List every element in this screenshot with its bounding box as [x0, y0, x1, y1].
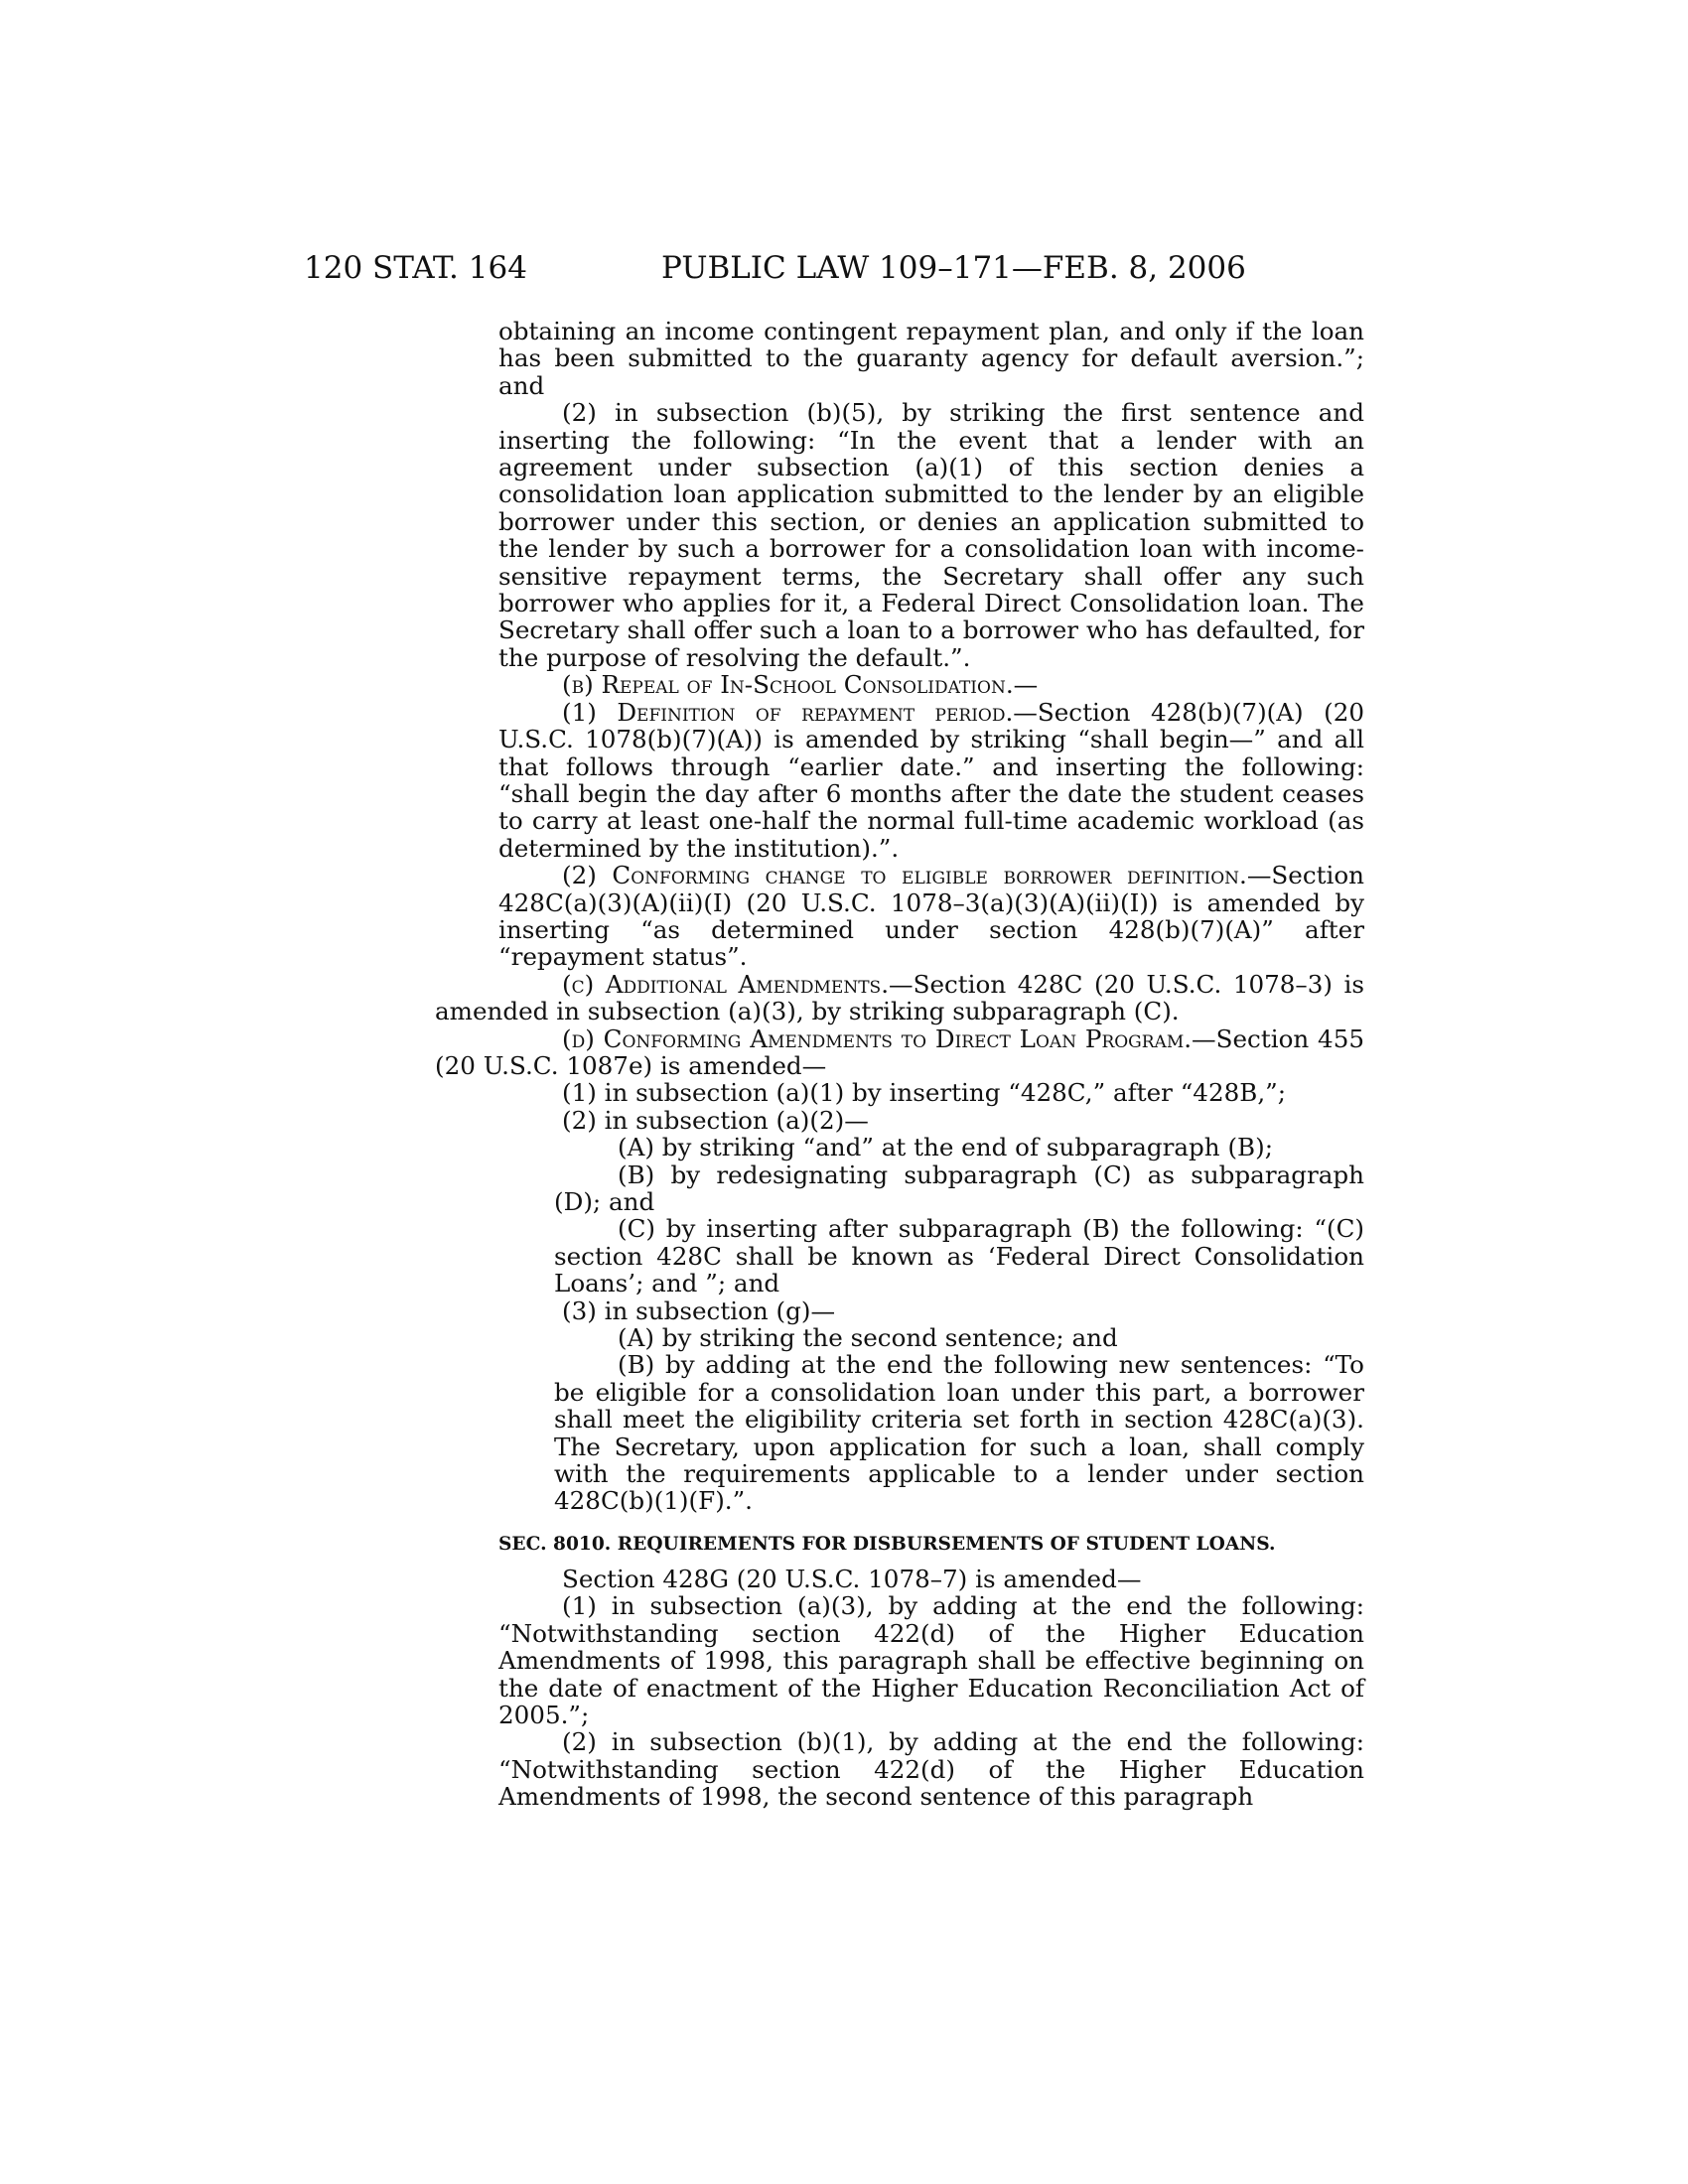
paragraph	[435, 971, 1364, 1025]
paragraph	[498, 1728, 1364, 1810]
paragraph	[498, 1297, 1364, 1324]
section-8009-text	[435, 317, 1364, 1516]
paragraph	[435, 671, 1364, 698]
paragraph-text: (B) by adding at the end the following new sentences: “To be eligible for a consolidation loan under this part, a borrower shall meet the eligibility criteria set forth in section 428C(a)(3). The Secretary, upon application for such a loan, shall comply with the requirements applicable to a lender under section 428C(b)(1)(F).”.	[554, 1350, 1364, 1516]
running-header: PUBLIC LAW 109–171—FEB. 8, 2006	[661, 250, 1246, 286]
paragraph-text: (A) by striking “and” at the end of subparagraph (B);	[618, 1133, 1274, 1162]
paragraph-text: (2) in subsection (b)(1), by adding at the end the following: “Notwithstanding section 422(d) of the Higher Education Amendments of 1998, the second sentence of this paragraph	[498, 1727, 1364, 1812]
paragraph	[498, 1324, 1364, 1351]
paragraph	[435, 1025, 1364, 1080]
paragraph-text: (C) by inserting after subparagraph (B) the following: “(C) section 428C shall be known as ‘Federal Direct Consolidation Loans’; and ”; and	[554, 1214, 1364, 1298]
paragraph-text: Section 428C (20 U.S.C. 1078–3) is amended in subsection (a)(3), by striking subparagraph (C).	[435, 969, 1364, 1026]
paragraph	[498, 318, 1364, 399]
paragraph	[498, 1107, 1364, 1134]
paragraph-text: (1) in subsection (a)(1) by inserting “428C,” after “428B,”;	[562, 1078, 1286, 1108]
paragraph	[498, 1351, 1364, 1514]
section-heading: SEC. 8010. REQUIREMENTS FOR DISBURSEMENTS OF STUDENT LOANS.	[498, 1533, 1276, 1555]
paragraph-heading: (d) Conforming Amendments to Direct Loan Program.—	[562, 1024, 1216, 1053]
section-8010-text	[498, 1566, 1364, 1811]
paragraph	[498, 1134, 1364, 1160]
paragraph-text: (B) by redesignating subparagraph (C) as subparagraph (D); and	[554, 1160, 1364, 1216]
paragraph	[498, 1161, 1364, 1216]
paragraph-text: (1) in subsection (a)(3), by adding at the end the following: “Notwithstanding section 422(d) of the Higher Education Amendments of 1998, this paragraph shall be effective beginning on the date of enactment of the Higher Education Reconciliation Act of 2005.”;	[498, 1591, 1364, 1729]
paragraph-text: obtaining an income contingent repayment plan, and only if the loan has been submitted to the guaranty agency for default aversion.”; and	[498, 317, 1364, 400]
paragraph-text: (2) in subsection (b)(5), by striking the first sentence and inserting the following: “In the event that a lender with an agreement under subsection (a)(1) of this section denies a consolidation loan application submitted to the lender by an eligible borrower under this section, or denies an application submitted to the lender by such a borrower for a consolidation loan with income-sensitive repayment terms, the Secretary shall offer any such borrower who applies for it, a Federal Direct Consolidation loan. The Secretary shall offer such a loan to a borrower who has defaulted, for the purpose of resolving the default.”.	[498, 398, 1364, 672]
paragraph-text: (3) in subsection (g)—	[562, 1296, 836, 1325]
paragraph	[498, 699, 1364, 862]
paragraph	[498, 1592, 1364, 1728]
paragraph	[498, 1215, 1364, 1297]
paragraph	[498, 399, 1364, 671]
paragraph-heading: (2) Conforming change to eligible borrower definition.—	[562, 861, 1272, 890]
document-body	[435, 317, 1364, 1812]
paragraph-text: Section 455 (20 U.S.C. 1087e) is amended—	[435, 1024, 1364, 1080]
paragraph-heading: (c) Additional Amendments.—	[562, 969, 914, 999]
paragraph-text: Section 428(b)(7)(A) (20 U.S.C. 1078(b)(7)(A)) is amended by striking “shall begin—” and all that follows through “earlier date.” and inserting the following: “shall begin the day after 6 months after the date the student ceases to carry at least one-half the normal full-time academic workload (as determined by the institution).”.	[498, 697, 1364, 863]
paragraph-text: (A) by striking the second sentence; and	[618, 1323, 1118, 1353]
paragraph	[498, 862, 1364, 971]
paragraph-text: Section 428C(a)(3)(A)(ii)(I) (20 U.S.C. 1078–3(a)(3)(A)(ii)(I)) is amended by inserting “as determined under section 428(b)(7)(A)” after “repayment status”.	[498, 861, 1364, 972]
paragraph	[498, 1079, 1364, 1106]
paragraph-heading: (1) Definition of repayment period.—	[562, 697, 1038, 727]
page-stat-number: 120 STAT. 164	[304, 250, 527, 286]
paragraph-text: Section 428G (20 U.S.C. 1078–7) is amended—	[562, 1564, 1142, 1593]
paragraph-text: (2) in subsection (a)(2)—	[562, 1105, 869, 1135]
paragraph-heading: (b) Repeal of In-School Consolidation.—	[562, 670, 1039, 700]
paragraph	[498, 1566, 1364, 1592]
